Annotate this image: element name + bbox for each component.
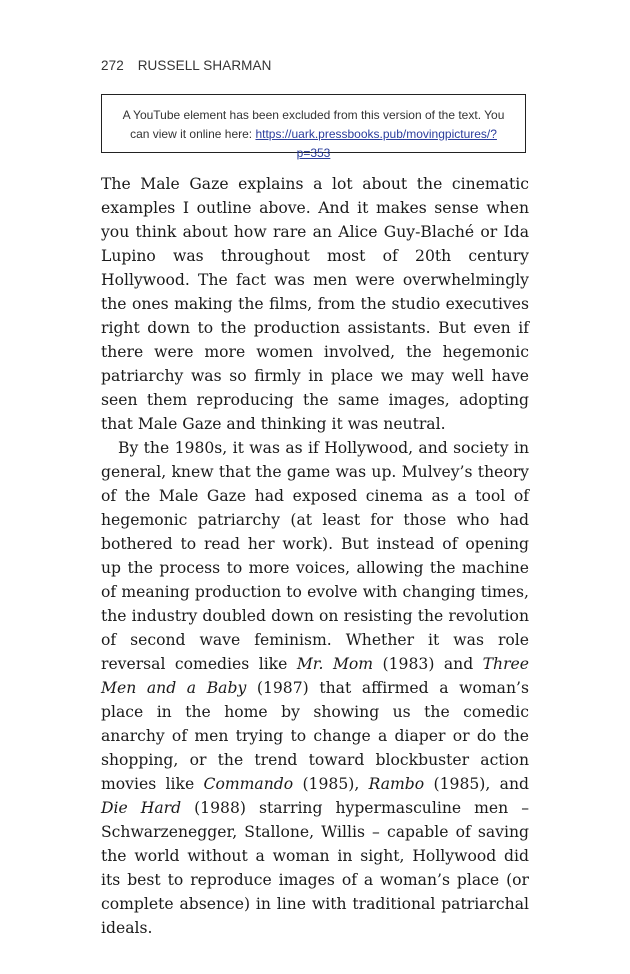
paragraph-text: (1988) starring hypermasculine men – Schwarzenegger, Stallone, Willis – capable of saving the world without a woman in sight, Hollywood did its best to reproduce images of a woman’s place (or complete absence) in line with traditional patriarchal ideals. [101,799,529,937]
film-title: Commando [203,775,294,793]
paragraph-text: (1983) and [373,655,483,673]
running-header [101,58,271,73]
notice-text: A YouTube element has been excluded from this version of the text. You can view it online here: [122,108,505,141]
film-title: Mr. Mom [296,655,374,673]
paragraph-male-gaze: The Male Gaze explains a lot about the cinematic examples I outline above. And it makes sense when you think about how rare an Alice Guy-Blaché or Ida Lupino was throughout most of 20th century Hollywood. The fact was men were overwhelmingly the ones making the films, from the studio executives right down to the production assistants. But even if there were more women involved, the hegemonic patriarchy was so firmly in place we may well have seen them reproducing the same images, adopting that Male Gaze and thinking it was neutral. [101,175,529,433]
body-text [101,172,529,940]
film-title: Three Men and a Baby [101,655,529,697]
paragraph-text: (1985), [293,775,369,793]
film-title: Rambo [368,775,425,793]
running-header-author: RUSSELL SHARMAN [137,58,272,73]
paragraph-text: (1987) that affirmed a woman’s place in the home by showing us the comedic anarchy of men trying to change a diaper or do the shopping, or the trend toward blockbuster action movies like [101,679,529,793]
page-number: 272 [101,58,124,73]
online-version-link[interactable]: https://uark.pressbooks.pub/movingpictures/?p=353 [255,127,497,160]
paragraph-text: (1985), and [424,775,529,793]
film-title: Die Hard [101,799,182,817]
excluded-video-notice [101,94,526,160]
paragraph-1980s [101,436,529,940]
paragraph-text: By the 1980s, it was as if Hollywood, and society in general, knew that the game was up. Mulvey’s theory of the Male Gaze had exposed cinema as a tool of hegemonic patriarchy (at least for those who had bothered to read her work). But instead of opening up the process to more voices, allowing the machine of meaning production to evolve with changing times, the industry doubled down on resisting the revolution of second wave feminism. Whether it was role reversal comedies like [101,439,529,673]
